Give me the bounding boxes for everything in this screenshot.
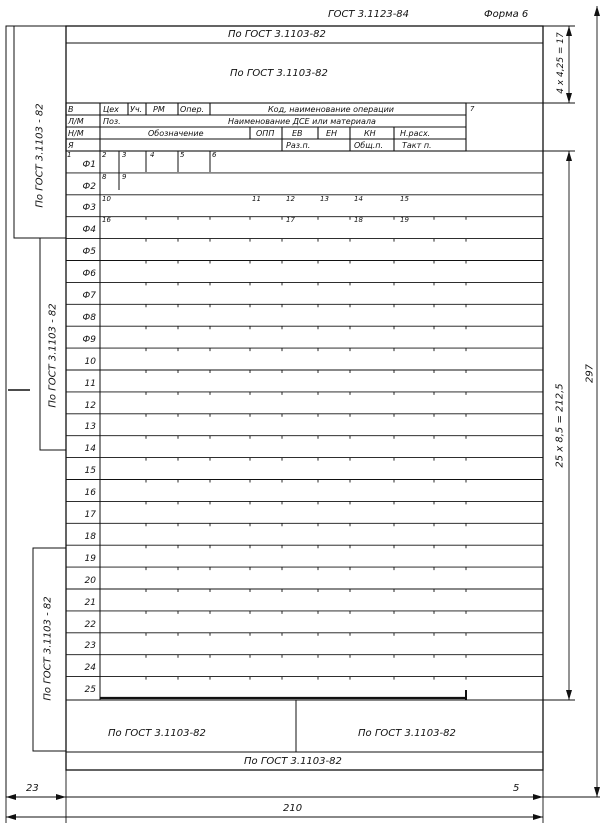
side-reference-2: По ГОСТ 3.1103 - 82 (47, 303, 59, 408)
col-poz: Поз. (103, 117, 121, 126)
col-v: В (68, 105, 74, 114)
cell-number-7: 7 (470, 105, 475, 113)
cell-number-17: 17 (286, 216, 295, 224)
col-designation: Обозначение (148, 129, 204, 138)
dim-rows: 25 x 8,5 = 212,5 (554, 383, 566, 468)
form-label: Форма 6 (484, 9, 529, 20)
row-label: 20 (84, 575, 96, 586)
col-ya: Я (68, 141, 74, 150)
cell-number-14: 14 (354, 195, 363, 203)
side-reference-3: По ГОСТ 3.1103 - 82 (42, 596, 54, 701)
row-label: 18 (84, 531, 96, 542)
col-nm: Н/М (68, 129, 84, 138)
row-label: 14 (84, 444, 96, 455)
col-oper: Опер. (180, 105, 205, 114)
col-rm: РМ (153, 105, 165, 114)
dim-width: 210 (283, 803, 303, 814)
row-label: Ф7 (82, 291, 96, 302)
col-opp: ОПП (256, 129, 275, 138)
row-label: Ф4 (82, 225, 96, 236)
row-label: 12 (84, 400, 96, 411)
cell-number-8: 8 (102, 173, 107, 181)
reference-bottom: По ГОСТ 3.1103-82 (244, 756, 342, 767)
col-en: ЕН (326, 129, 338, 138)
dim-left-margin: 23 (26, 783, 39, 794)
row-label: 21 (84, 597, 96, 608)
reference-top: По ГОСТ 3.1103-82 (228, 29, 326, 40)
col-takt-p: Такт п. (402, 141, 432, 150)
col-obsh-p: Общ.п. (354, 141, 384, 150)
cell-number-3: 3 (122, 151, 127, 159)
col-raz-p: Раз.п. (286, 141, 311, 150)
page-border (6, 26, 543, 797)
dim-right-margin: 5 (513, 783, 520, 794)
cell-number-15: 15 (400, 195, 409, 203)
cell-number-12: 12 (286, 195, 295, 203)
row-label: Ф6 (82, 269, 96, 280)
col-lm: Л/М (68, 117, 84, 126)
col-dse-name: Наименование ДСЕ или материала (228, 117, 376, 126)
row-label: 24 (84, 663, 96, 674)
row-label: 17 (84, 510, 96, 521)
cell-number-19: 19 (400, 216, 409, 224)
row-label: Ф3 (82, 203, 96, 214)
row-label: Ф9 (82, 334, 96, 345)
dim-top: 4 x 4,25 = 17 (556, 32, 566, 94)
reference-block: По ГОСТ 3.1103-82 (230, 68, 328, 79)
dim-height: 297 (584, 363, 596, 384)
col-ev: ЕВ (292, 129, 303, 138)
cell-number-9: 9 (122, 173, 127, 181)
row-label: Ф2 (82, 181, 96, 192)
row-label: 13 (84, 422, 96, 433)
row-label: 23 (84, 641, 96, 652)
cell-number-18: 18 (354, 216, 363, 224)
main-frame (66, 26, 543, 770)
cell-number-6: 6 (212, 151, 217, 159)
cell-number-13: 13 (320, 195, 329, 203)
cell-number-2: 2 (102, 151, 107, 159)
standard-label: ГОСТ 3.1123-84 (328, 9, 410, 20)
row-label: 10 (84, 356, 96, 367)
reference-bottom-left: По ГОСТ 3.1103-82 (108, 728, 206, 739)
col-operation-name: Код, наименование операции (268, 105, 394, 114)
col-kn: КН (364, 129, 376, 138)
cell-number-16: 16 (102, 216, 111, 224)
row-label: 22 (84, 619, 96, 630)
row-label: Ф1 (82, 159, 96, 170)
cell-number-1: 1 (67, 151, 72, 159)
row-label: 25 (84, 685, 96, 696)
row-label: 11 (84, 378, 96, 389)
row-label: Ф5 (82, 247, 96, 258)
side-reference-1: По ГОСТ 3.1103 - 82 (34, 103, 46, 208)
cell-number-11: 11 (252, 195, 261, 203)
col-uch: Уч. (130, 105, 143, 114)
cell-number-10: 10 (102, 195, 111, 203)
col-ceh: Цех (103, 105, 119, 114)
cell-number-5: 5 (180, 151, 185, 159)
reference-bottom-right: По ГОСТ 3.1103-82 (358, 728, 456, 739)
row-label: 19 (84, 553, 96, 564)
col-n-rash: Н.расх. (400, 129, 431, 138)
row-label: 15 (84, 466, 96, 477)
row-label: Ф8 (82, 312, 96, 323)
row-label: 16 (84, 488, 96, 499)
cell-number-4: 4 (150, 151, 155, 159)
